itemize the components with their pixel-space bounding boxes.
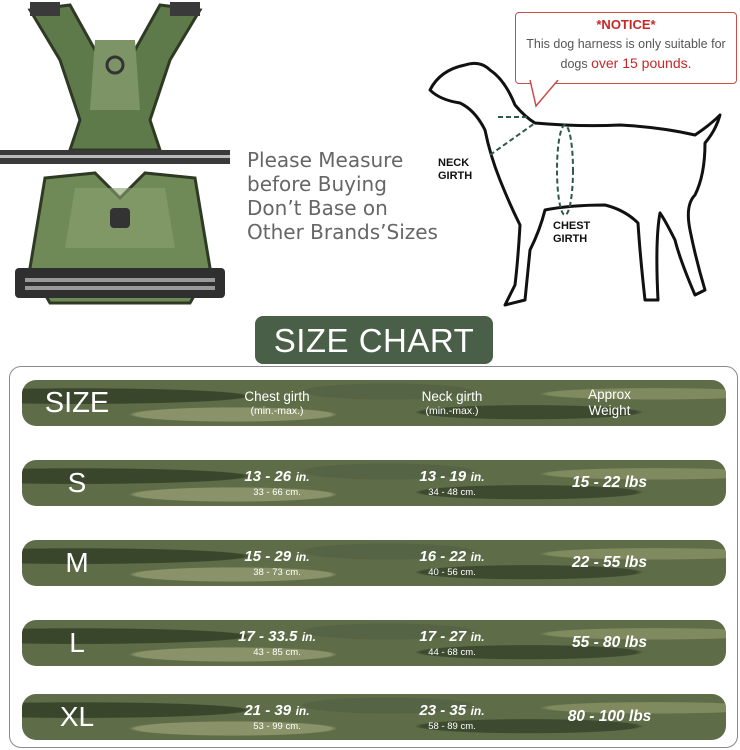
row-neck-cm: 58 - 89 cm. — [428, 721, 476, 732]
header-weight-line2: Weight — [588, 403, 631, 418]
table-row — [22, 694, 726, 740]
row-unit: in. — [470, 630, 485, 644]
row-neck — [367, 540, 537, 586]
tagline-line: Don’t Base on — [247, 196, 388, 220]
notice-title: *NOTICE* — [596, 17, 656, 32]
header-size: SIZE — [44, 386, 110, 419]
notice-line1: This dog harness is only suitable for — [526, 37, 726, 51]
row-neck — [367, 620, 537, 666]
chest-girth-label-line: CHEST — [553, 220, 591, 232]
header-chest-label: Chest girth — [244, 389, 310, 404]
row-chest-in: 17 - 33.5 — [238, 628, 298, 645]
row-weight: 22 - 55 lbs — [572, 554, 647, 571]
header-neck-sub: (min.-max.) — [425, 405, 479, 417]
row-chest-in: 21 - 39 — [244, 702, 292, 719]
row-neck — [367, 460, 537, 506]
table-row — [22, 540, 726, 586]
row-neck-cm: 34 - 48 cm. — [428, 487, 476, 498]
row-weight: 80 - 100 lbs — [567, 708, 652, 725]
measure-tagline — [247, 148, 447, 244]
row-unit: in. — [295, 550, 310, 564]
tagline-line: Other Brands’Sizes — [247, 220, 438, 244]
notice-line2-emph: over 15 pounds. — [591, 55, 692, 71]
row-chest — [192, 460, 362, 506]
size-chart-header-row — [22, 380, 726, 426]
dog-outline-illustration — [420, 55, 730, 315]
chest-girth-label-line: GIRTH — [553, 233, 588, 245]
row-unit: in. — [295, 704, 310, 718]
table-row — [22, 460, 726, 506]
size-chart-title: SIZE CHART — [255, 316, 493, 364]
row-unit: in. — [470, 704, 485, 718]
tagline-line: Please Measure — [247, 148, 404, 172]
row-neck-in: 13 - 19 — [419, 468, 467, 485]
row-unit: in. — [470, 550, 485, 564]
header-chest — [192, 380, 362, 426]
row-unit: in. — [470, 470, 485, 484]
row-neck-in: 23 - 35 — [419, 702, 467, 719]
row-size: S — [67, 467, 87, 498]
row-neck-cm: 40 - 56 cm. — [428, 567, 476, 578]
row-chest-in: 13 - 26 — [244, 468, 292, 485]
row-chest — [192, 540, 362, 586]
harness-front-image — [0, 0, 230, 170]
neck-girth-label-line: NECK — [438, 157, 470, 169]
tagline-line: before Buying — [247, 172, 387, 196]
row-weight: 55 - 80 lbs — [572, 634, 647, 651]
row-weight: 15 - 22 lbs — [572, 474, 647, 491]
row-neck — [367, 694, 537, 740]
row-chest-cm: 33 - 66 cm. — [253, 487, 301, 498]
header-neck-label: Neck girth — [421, 389, 483, 404]
row-chest-cm: 43 - 85 cm. — [253, 647, 301, 658]
row-chest-cm: 53 - 99 cm. — [253, 721, 301, 732]
row-neck-cm: 44 - 68 cm. — [428, 647, 476, 658]
row-size: M — [65, 547, 89, 578]
neck-girth-label-line: GIRTH — [438, 170, 473, 182]
row-neck-in: 16 - 22 — [419, 548, 467, 565]
row-chest-in: 15 - 29 — [244, 548, 292, 565]
row-chest-cm: 38 - 73 cm. — [253, 567, 301, 578]
row-chest — [192, 694, 362, 740]
chest-girth-label — [553, 220, 590, 246]
row-size: L — [69, 627, 85, 658]
header-weight — [522, 380, 697, 426]
row-unit: in. — [295, 470, 310, 484]
row-unit: in. — [301, 630, 316, 644]
row-chest — [192, 620, 362, 666]
header-neck — [367, 380, 537, 426]
notice-line2-prefix: dogs — [560, 57, 592, 71]
header-weight-line1: Approx — [588, 387, 631, 402]
row-neck-in: 17 - 27 — [419, 628, 467, 645]
neck-girth-label — [438, 157, 472, 183]
header-chest-sub: (min.-max.) — [250, 405, 304, 417]
row-size: XL — [59, 701, 95, 732]
table-row — [22, 620, 726, 666]
harness-back-image — [15, 168, 225, 313]
